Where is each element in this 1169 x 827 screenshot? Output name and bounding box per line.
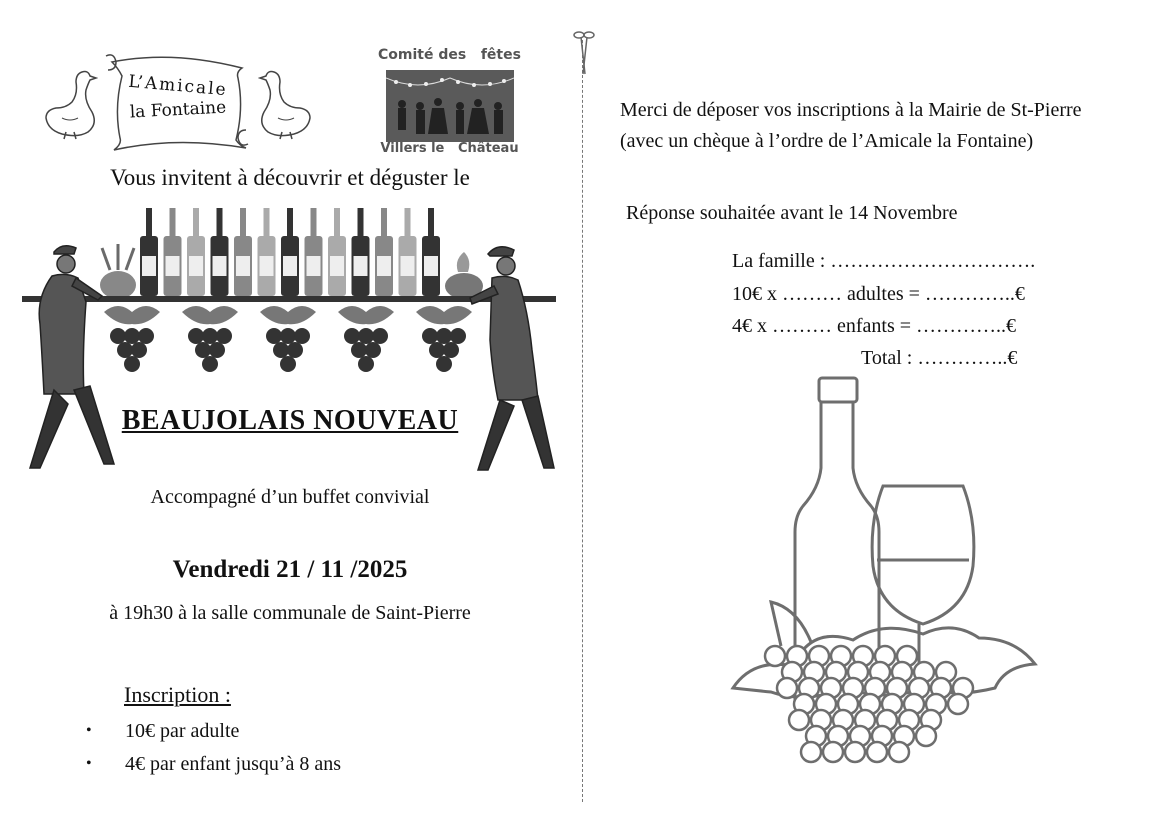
wine-bottle-glass-illustration xyxy=(705,370,1050,790)
amicale-logo-line2: la Fontaine xyxy=(129,97,227,123)
grape-berry xyxy=(801,742,821,762)
wine-bottle-icon xyxy=(375,208,393,296)
wine-bottle-icon xyxy=(234,208,252,296)
grape-berry xyxy=(823,742,843,762)
wine-bottle-icon xyxy=(140,208,158,296)
cut-line-divider xyxy=(582,40,583,802)
grape-bunch-icon xyxy=(260,306,316,372)
wine-bottle-icon xyxy=(399,208,417,296)
grape-berry xyxy=(948,694,968,714)
scissors-icon xyxy=(572,30,596,78)
price-child: • 4€ par enfant jusqu’à 8 ans xyxy=(86,751,506,784)
wine-bottle-icon xyxy=(352,208,370,296)
wine-bottle-icon xyxy=(328,208,346,296)
price-list xyxy=(86,718,506,784)
form-total-field[interactable]: Total : …………..€ xyxy=(861,347,1018,369)
grape-berry xyxy=(789,710,809,730)
grape-cluster xyxy=(765,646,973,762)
form-family-field[interactable]: La famille : …………………………. xyxy=(732,250,1036,272)
wine-bottle-icon xyxy=(187,208,205,296)
grape-berry xyxy=(845,742,865,762)
wine-bottles-row xyxy=(140,208,440,296)
event-time-place: à 19h30 à la salle communale de Saint-Pierre xyxy=(109,602,471,624)
wine-bottle-icon xyxy=(164,208,182,296)
comite-logo-subtitle: Villers le Château xyxy=(380,141,519,156)
cheque-note: (avec un chèque à l’ordre de l’Amicale la Fontaine) xyxy=(620,130,1034,152)
wine-bottle-icon xyxy=(422,208,440,296)
grape-bunch-icon xyxy=(338,306,394,372)
deposit-instructions: Merci de déposer vos inscriptions à la Mairie de St-Pierre xyxy=(620,99,1082,121)
grape-bunch-icon xyxy=(416,306,472,372)
price-adult: • 10€ par adulte xyxy=(86,718,506,751)
event-title: BEAUJOLAIS NOUVEAU xyxy=(121,405,459,436)
wine-bottle-icon xyxy=(281,208,299,296)
wine-bottle-icon xyxy=(305,208,323,296)
event-date: Vendredi 21 / 11 /2025 xyxy=(172,556,408,583)
invitation-text: Vous invitent à découvrir et déguster le xyxy=(110,165,470,190)
wine-bottle-icon xyxy=(258,208,276,296)
goose-icon-right xyxy=(258,66,314,140)
grape-bunches-row xyxy=(104,306,472,372)
registration-instructions xyxy=(620,95,1110,157)
grape-berry xyxy=(867,742,887,762)
goose-icon-left xyxy=(42,66,98,140)
inscription-title: Inscription : xyxy=(124,682,231,707)
form-children-field[interactable]: 4€ x ……… enfants = …………..€ xyxy=(732,315,1017,337)
grape-berry xyxy=(916,726,936,746)
grape-berry xyxy=(889,742,909,762)
form-adults-field[interactable]: 10€ x ……… adultes = …………..€ xyxy=(732,283,1025,305)
festival-dance-image xyxy=(386,70,514,142)
comite-logo-title: Comité des fêtes xyxy=(378,47,521,63)
response-deadline: Réponse souhaitée avant le 14 Novembre xyxy=(626,202,958,224)
amicale-logo-line1: L’Amicale xyxy=(127,71,229,101)
grape-berry xyxy=(777,678,797,698)
grape-bunch-icon xyxy=(104,306,160,372)
grape-berry xyxy=(765,646,785,666)
wine-bottle-icon xyxy=(211,208,229,296)
buffet-text: Accompagné d’un buffet convivial xyxy=(150,486,430,508)
wine-porters-illustration xyxy=(18,200,563,480)
grape-bunch-icon xyxy=(182,306,238,372)
